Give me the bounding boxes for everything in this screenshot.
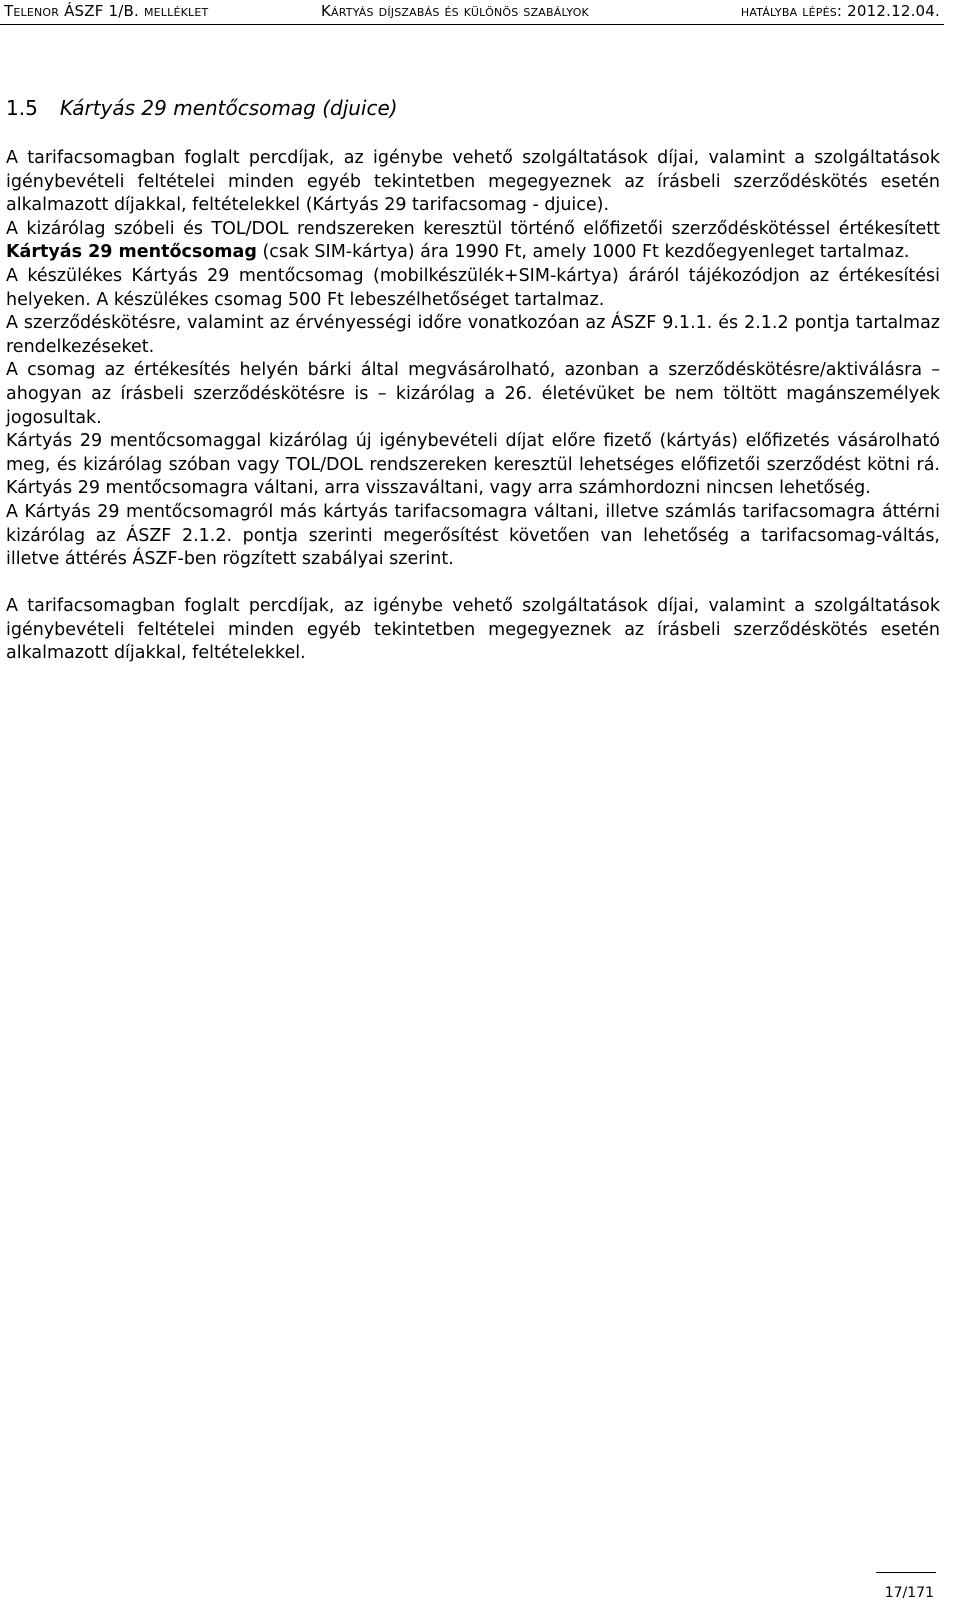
product-name-bold: Kártyás 29 mentőcsomag [6, 242, 257, 263]
page-header [0, 0, 960, 22]
paragraph-equivalence: A tarifacsomagban foglalt percdíjak, az igénybe vehető szolgáltatások díjai, valamint a szolgáltatások igénybevételi feltételei minden egyéb tekintetben megegyeznek az írásbeli szerződéskötés esetén alkalmazott díjakkal, feltételekkel (Kártyás 29 tarifacsomag - djuice). [6, 148, 940, 216]
section-heading [6, 96, 398, 120]
paragraph-price [6, 218, 940, 265]
paragraph-contract-reference: A szerződéskötésre, valamint az érvényességi időre vonatkozóan az ÁSZF 9.1.1. és 2.1.2 pontja tartalmaz rendelkezéseket. [6, 313, 940, 357]
paragraph-purchase-conditions: Kártyás 29 mentőcsomaggal kizárólag új igénybevételi díjat előre fizető (kártyás) előfizetés vásárolható meg, és kizárólag szóban vagy TOL/DOL rendszereken keresztül lehetséges előfizetői szerződést kötni rá. Kártyás 29 mentőcsomagra váltani, arra visszaváltani, vagy arra számhordozni nincsen lehetőség. [6, 431, 940, 499]
page-number: 17/171 [884, 1585, 934, 1601]
section-number: 1.5 [6, 96, 38, 120]
paragraph-tariff-switch: A Kártyás 29 mentőcsomagról más kártyás tarifacsomagra váltani, illetve számlás tarifacsomagra áttérni kizárólag az ÁSZF 2.1.2. pontja szerinti megerősítést követően van lehetőség a tarifacsomag-váltás, illetve áttérés ÁSZF-ben rögzített szabályai szerint. [6, 501, 940, 570]
header-section-name: Kártyás díjszabás és különös szabályok [321, 2, 589, 20]
header-effective-date: hatályba lépés: 2012.12.04. [740, 2, 940, 20]
section-title: Kártyás 29 mentőcsomag (djuice) [59, 96, 398, 120]
footer-divider [876, 1572, 936, 1573]
paragraph-eligibility: A csomag az értékesítés helyén bárki által megvásárolható, azonban a szerződéskötésre/aktiválásra – ahogyan az írásbeli szerződéskötésre is – kizárólag a 26. életévüket be nem töltött magánszemélyek jogosultak. [6, 360, 940, 428]
header-divider [0, 24, 944, 25]
paragraph-device-package: A készülékes Kártyás 29 mentőcsomag (mobilkészülék+SIM-kártya) áráról tájékozódjon az értékesítési helyeken. A készülékes csomag 500 Ft lebeszélhetőséget tartalmaz. [6, 265, 940, 310]
document-body [6, 147, 940, 666]
paragraph-price-text-1: A kizárólag szóbeli és TOL/DOL rendszereken keresztül történő előfizetői szerződéskötéssel értékesített [6, 218, 940, 239]
paragraph-equivalence-repeat: A tarifacsomagban foglalt percdíjak, az igénybe vehető szolgáltatások díjai, valamint a szolgáltatások igénybevételi feltételei minden egyéb tekintetben megegyeznek az írásbeli szerződéskötés esetén alkalmazott díjakkal, feltételekkel. [6, 596, 940, 664]
header-document-name: Telenor ÁSZF 1/B. melléklet [4, 2, 209, 20]
paragraph-price-text-2: (csak SIM-kártya) ára 1990 Ft, amely 1000 Ft kezdőegyenleget tartalmaz. [256, 242, 910, 263]
